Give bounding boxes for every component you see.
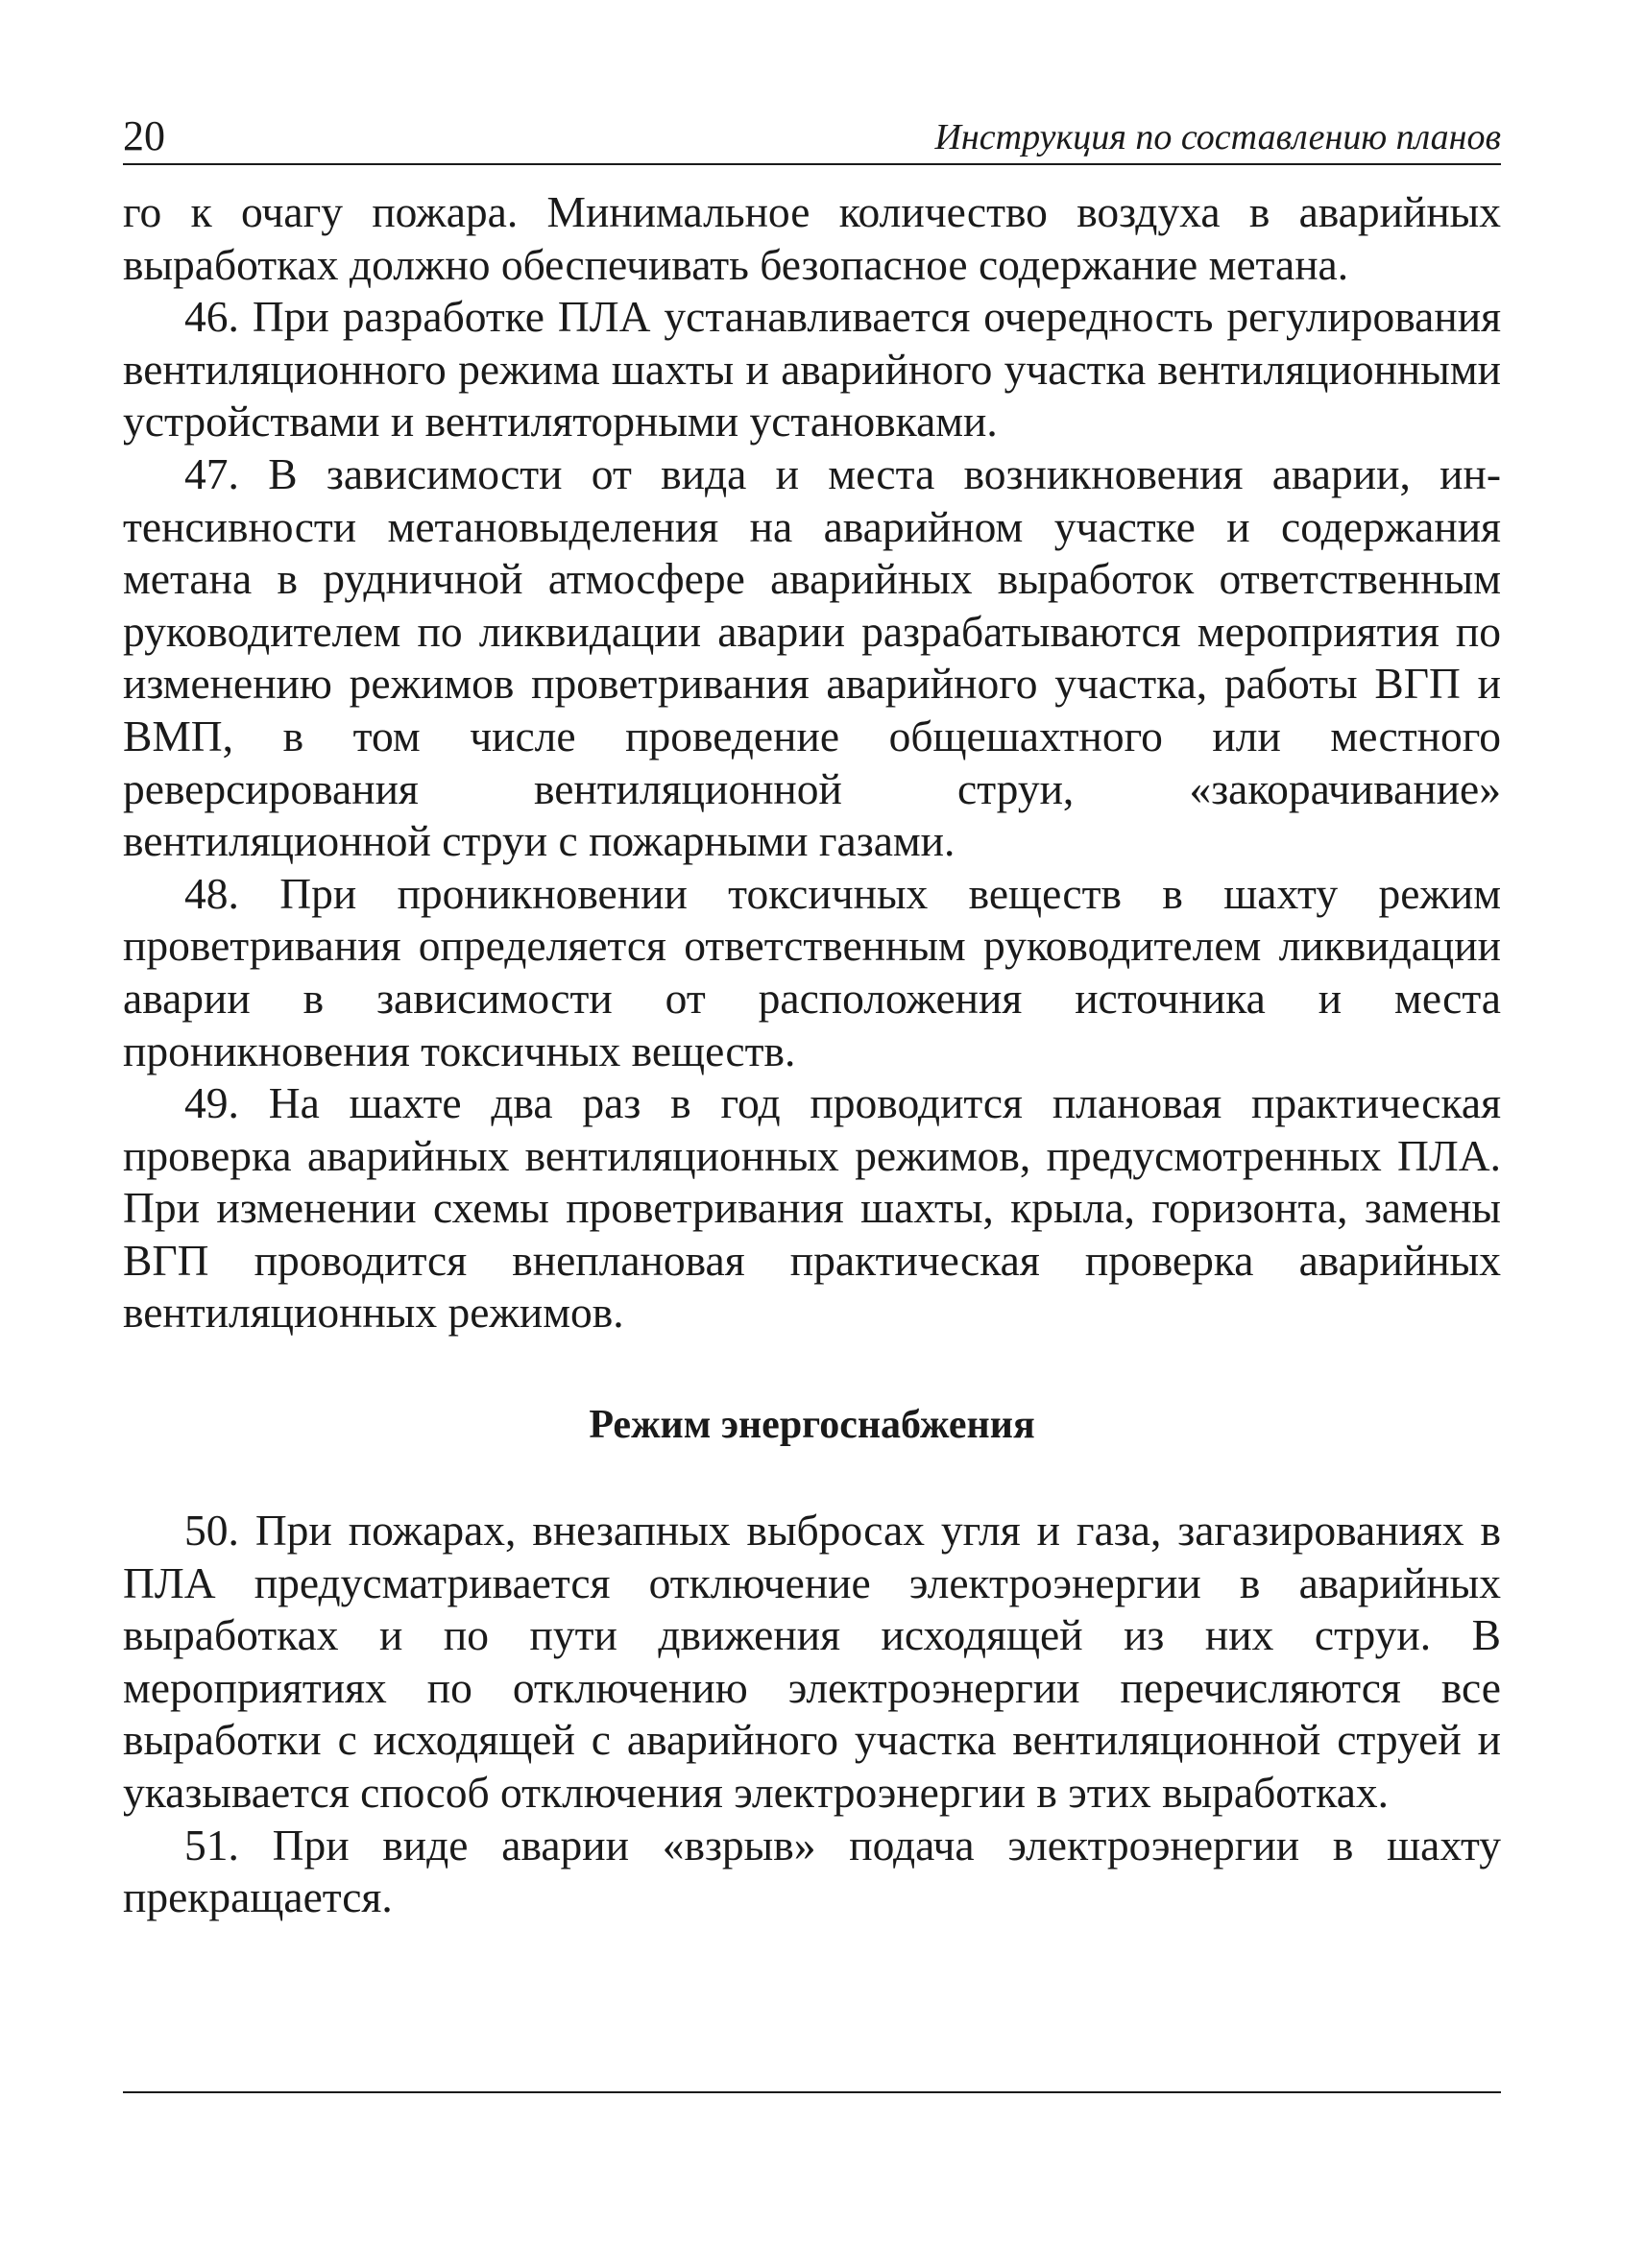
section-heading: Режим энергоснабжения	[589, 1403, 1035, 1448]
paragraph-49: 49. На шахте два раз в год проводится плановая практическая проверка аварийных вентиляционных режимов, предусмотренных ПЛА. При изменении схемы проветривания шахты, крыла, горизонта, замены ВГП проводится внеплановая практическая проверка аварийных вентиляционных режимов.	[123, 1078, 1501, 1338]
bottom-rule	[123, 2091, 1501, 2093]
paragraph-48: 48. При проникновении токсичных веществ в шахту режим проветривания определяется ответственным руководителем ликвидации аварии в зависимости от расположения источника и места проникновения токсичных веществ.	[123, 868, 1501, 1075]
page-body	[123, 186, 1501, 1924]
paragraph-51: 51. При виде аварии «взрыв» подача электроэнергии в шахту прекращается.	[123, 1820, 1501, 1922]
paragraph-47: 47. В зависимости от вида и места возникновения аварии, интенсивности метановыделения на аварийном участке и содержания метана в рудничной атмосфере аварийных выработок ответственным руководителем по ликвидации аварии разрабатываются мероприятия по изменению режимов проветривания аварийного участка, работы ВГП и ВМП, в том числе проведение общешахтного или местного реверсирования вентиляционной струи, «закорачивание» вентиляционной струи с пожарными газами.	[123, 448, 1501, 866]
paragraph-50: 50. При пожарах, внезапных выбросах угля и газа, загазированиях в ПЛА предусматривается отключение электроэнергии в аварийных выработках и по пути движения исходящей из них струи. В мероприятиях по отключению электроэнергии перечисляются все выработки с исходящей с аварийного участка вентиляционной струей и указывается способ отключения электроэнергии в этих выработках.	[123, 1506, 1501, 1818]
book-page	[123, 106, 1501, 1924]
running-title: Инструкция по составлению планов	[934, 117, 1501, 157]
page-header	[123, 106, 1501, 165]
paragraph-46: 46. При разработке ПЛА устанавливается очередность регулирования вентиляционного режима шахты и аварийного участка вентиляционными устройствами и вентиляторными установками.	[123, 292, 1501, 446]
paragraph-continuation: го к очагу пожара. Минимальное количество воздуха в аварийных выработках должно обеспечивать безопасное содержание метана.	[123, 187, 1501, 289]
page-number: 20	[123, 112, 165, 159]
